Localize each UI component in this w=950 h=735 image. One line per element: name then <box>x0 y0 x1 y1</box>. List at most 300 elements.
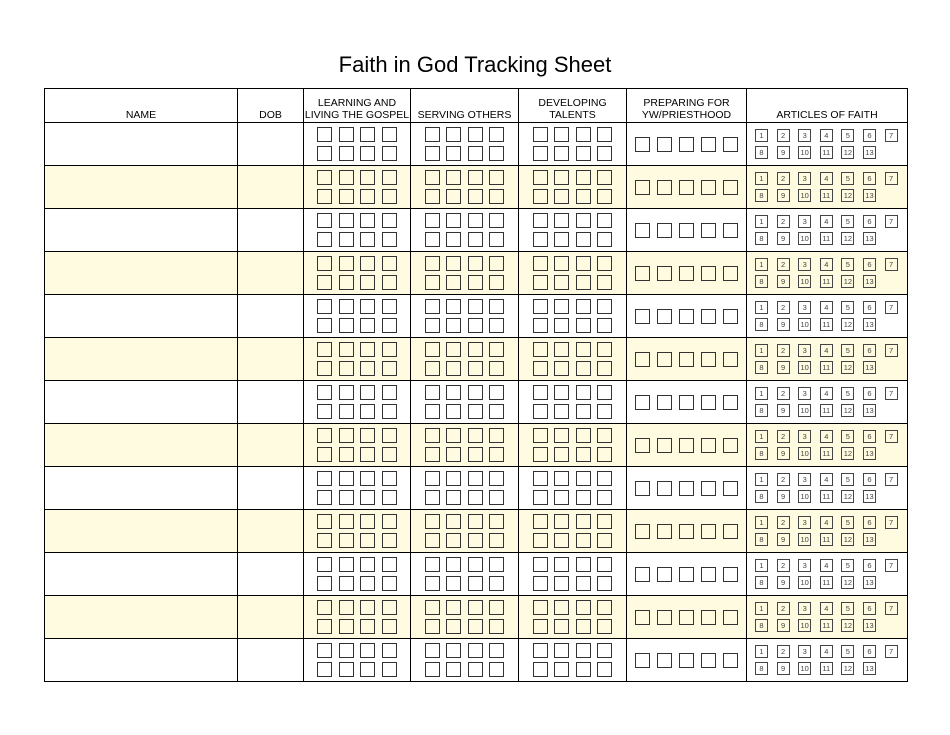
checkbox[interactable] <box>468 404 483 419</box>
checkbox[interactable] <box>597 342 612 357</box>
article-checkbox[interactable]: 1 <box>755 344 768 357</box>
checkbox[interactable] <box>382 318 397 333</box>
checkbox[interactable] <box>554 471 569 486</box>
article-checkbox[interactable]: 11 <box>820 318 833 331</box>
article-checkbox[interactable]: 1 <box>755 559 768 572</box>
checkbox[interactable] <box>597 127 612 142</box>
checkbox[interactable] <box>635 266 650 281</box>
article-checkbox[interactable]: 10 <box>798 361 811 374</box>
article-checkbox[interactable]: 5 <box>841 473 854 486</box>
article-checkbox[interactable]: 13 <box>863 404 876 417</box>
checkbox[interactable] <box>554 533 569 548</box>
article-checkbox[interactable]: 4 <box>820 473 833 486</box>
article-checkbox[interactable]: 3 <box>798 215 811 228</box>
article-checkbox[interactable]: 6 <box>863 129 876 142</box>
checkbox[interactable] <box>657 137 672 152</box>
checkbox[interactable] <box>317 342 332 357</box>
checkbox[interactable] <box>317 643 332 658</box>
checkbox[interactable] <box>489 385 504 400</box>
checkbox[interactable] <box>723 653 738 668</box>
article-checkbox[interactable]: 11 <box>820 619 833 632</box>
dob-cell[interactable] <box>238 295 304 338</box>
checkbox[interactable] <box>533 600 548 615</box>
checkbox[interactable] <box>576 557 591 572</box>
article-checkbox[interactable]: 10 <box>798 275 811 288</box>
checkbox[interactable] <box>317 318 332 333</box>
checkbox[interactable] <box>425 576 440 591</box>
checkbox[interactable] <box>446 299 461 314</box>
checkbox[interactable] <box>339 275 354 290</box>
article-checkbox[interactable]: 13 <box>863 662 876 675</box>
checkbox[interactable] <box>679 395 694 410</box>
checkbox[interactable] <box>446 490 461 505</box>
checkbox[interactable] <box>533 189 548 204</box>
checkbox[interactable] <box>489 232 504 247</box>
checkbox[interactable] <box>382 232 397 247</box>
checkbox[interactable] <box>425 189 440 204</box>
checkbox[interactable] <box>360 600 375 615</box>
checkbox[interactable] <box>576 447 591 462</box>
checkbox[interactable] <box>468 533 483 548</box>
checkbox[interactable] <box>382 533 397 548</box>
checkbox[interactable] <box>339 447 354 462</box>
article-checkbox[interactable]: 10 <box>798 232 811 245</box>
checkbox[interactable] <box>597 662 612 677</box>
dob-cell[interactable] <box>238 596 304 639</box>
checkbox[interactable] <box>360 576 375 591</box>
article-checkbox[interactable]: 12 <box>841 275 854 288</box>
article-checkbox[interactable]: 10 <box>798 619 811 632</box>
checkbox[interactable] <box>576 275 591 290</box>
article-checkbox[interactable]: 7 <box>885 559 898 572</box>
checkbox[interactable] <box>360 447 375 462</box>
article-checkbox[interactable]: 12 <box>841 576 854 589</box>
checkbox[interactable] <box>723 438 738 453</box>
article-checkbox[interactable]: 7 <box>885 387 898 400</box>
checkbox[interactable] <box>635 223 650 238</box>
article-checkbox[interactable]: 9 <box>777 275 790 288</box>
checkbox[interactable] <box>554 275 569 290</box>
dob-cell[interactable] <box>238 338 304 381</box>
checkbox[interactable] <box>339 490 354 505</box>
dob-cell[interactable] <box>238 252 304 295</box>
article-checkbox[interactable]: 8 <box>755 490 768 503</box>
checkbox[interactable] <box>317 170 332 185</box>
checkbox[interactable] <box>382 557 397 572</box>
checkbox[interactable] <box>597 447 612 462</box>
checkbox[interactable] <box>657 567 672 582</box>
checkbox[interactable] <box>339 576 354 591</box>
article-checkbox[interactable]: 9 <box>777 146 790 159</box>
article-checkbox[interactable]: 4 <box>820 258 833 271</box>
checkbox[interactable] <box>425 514 440 529</box>
checkbox[interactable] <box>489 557 504 572</box>
article-checkbox[interactable]: 7 <box>885 215 898 228</box>
checkbox[interactable] <box>360 275 375 290</box>
article-checkbox[interactable]: 9 <box>777 318 790 331</box>
checkbox[interactable] <box>576 514 591 529</box>
dob-cell[interactable] <box>238 123 304 166</box>
checkbox[interactable] <box>360 619 375 634</box>
checkbox[interactable] <box>489 490 504 505</box>
checkbox[interactable] <box>533 576 548 591</box>
checkbox[interactable] <box>576 256 591 271</box>
article-checkbox[interactable]: 8 <box>755 447 768 460</box>
checkbox[interactable] <box>468 557 483 572</box>
checkbox[interactable] <box>657 223 672 238</box>
checkbox[interactable] <box>489 361 504 376</box>
checkbox[interactable] <box>489 170 504 185</box>
checkbox[interactable] <box>446 619 461 634</box>
checkbox[interactable] <box>635 524 650 539</box>
article-checkbox[interactable]: 1 <box>755 301 768 314</box>
article-checkbox[interactable]: 9 <box>777 361 790 374</box>
checkbox[interactable] <box>723 352 738 367</box>
checkbox[interactable] <box>597 232 612 247</box>
name-cell[interactable] <box>45 166 238 209</box>
checkbox[interactable] <box>360 256 375 271</box>
checkbox[interactable] <box>317 471 332 486</box>
article-checkbox[interactable]: 3 <box>798 559 811 572</box>
checkbox[interactable] <box>468 213 483 228</box>
checkbox[interactable] <box>360 342 375 357</box>
article-checkbox[interactable]: 11 <box>820 533 833 546</box>
checkbox[interactable] <box>597 600 612 615</box>
checkbox[interactable] <box>360 146 375 161</box>
article-checkbox[interactable]: 12 <box>841 232 854 245</box>
checkbox[interactable] <box>446 557 461 572</box>
dob-cell[interactable] <box>238 381 304 424</box>
checkbox[interactable] <box>723 223 738 238</box>
checkbox[interactable] <box>339 170 354 185</box>
checkbox[interactable] <box>446 232 461 247</box>
checkbox[interactable] <box>339 385 354 400</box>
checkbox[interactable] <box>339 318 354 333</box>
checkbox[interactable] <box>554 189 569 204</box>
article-checkbox[interactable]: 1 <box>755 172 768 185</box>
article-checkbox[interactable]: 9 <box>777 232 790 245</box>
article-checkbox[interactable]: 5 <box>841 215 854 228</box>
checkbox[interactable] <box>317 557 332 572</box>
checkbox[interactable] <box>468 342 483 357</box>
checkbox[interactable] <box>533 232 548 247</box>
article-checkbox[interactable]: 3 <box>798 258 811 271</box>
article-checkbox[interactable]: 5 <box>841 602 854 615</box>
checkbox[interactable] <box>554 600 569 615</box>
checkbox[interactable] <box>679 567 694 582</box>
article-checkbox[interactable]: 2 <box>777 387 790 400</box>
checkbox[interactable] <box>597 514 612 529</box>
checkbox[interactable] <box>468 600 483 615</box>
article-checkbox[interactable]: 11 <box>820 275 833 288</box>
checkbox[interactable] <box>360 232 375 247</box>
checkbox[interactable] <box>533 299 548 314</box>
checkbox[interactable] <box>554 428 569 443</box>
checkbox[interactable] <box>489 342 504 357</box>
checkbox[interactable] <box>446 600 461 615</box>
checkbox[interactable] <box>468 662 483 677</box>
checkbox[interactable] <box>554 490 569 505</box>
checkbox[interactable] <box>554 256 569 271</box>
name-cell[interactable] <box>45 252 238 295</box>
checkbox[interactable] <box>425 557 440 572</box>
checkbox[interactable] <box>468 428 483 443</box>
checkbox[interactable] <box>317 619 332 634</box>
article-checkbox[interactable]: 13 <box>863 533 876 546</box>
checkbox[interactable] <box>339 404 354 419</box>
article-checkbox[interactable]: 13 <box>863 490 876 503</box>
checkbox[interactable] <box>554 232 569 247</box>
checkbox[interactable] <box>489 576 504 591</box>
checkbox[interactable] <box>425 299 440 314</box>
article-checkbox[interactable]: 4 <box>820 387 833 400</box>
checkbox[interactable] <box>446 189 461 204</box>
checkbox[interactable] <box>533 428 548 443</box>
article-checkbox[interactable]: 1 <box>755 129 768 142</box>
checkbox[interactable] <box>597 490 612 505</box>
checkbox[interactable] <box>382 213 397 228</box>
checkbox[interactable] <box>425 256 440 271</box>
checkbox[interactable] <box>446 318 461 333</box>
checkbox[interactable] <box>597 471 612 486</box>
checkbox[interactable] <box>317 576 332 591</box>
checkbox[interactable] <box>701 610 716 625</box>
checkbox[interactable] <box>554 170 569 185</box>
checkbox[interactable] <box>382 189 397 204</box>
article-checkbox[interactable]: 13 <box>863 619 876 632</box>
checkbox[interactable] <box>657 395 672 410</box>
checkbox[interactable] <box>382 299 397 314</box>
checkbox[interactable] <box>635 438 650 453</box>
article-checkbox[interactable]: 13 <box>863 275 876 288</box>
checkbox[interactable] <box>339 533 354 548</box>
checkbox[interactable] <box>468 189 483 204</box>
checkbox[interactable] <box>533 385 548 400</box>
checkbox[interactable] <box>382 428 397 443</box>
checkbox[interactable] <box>576 404 591 419</box>
checkbox[interactable] <box>723 137 738 152</box>
checkbox[interactable] <box>317 127 332 142</box>
checkbox[interactable] <box>425 643 440 658</box>
checkbox[interactable] <box>533 662 548 677</box>
checkbox[interactable] <box>317 447 332 462</box>
checkbox[interactable] <box>657 266 672 281</box>
checkbox[interactable] <box>360 514 375 529</box>
article-checkbox[interactable]: 4 <box>820 516 833 529</box>
checkbox[interactable] <box>382 471 397 486</box>
checkbox[interactable] <box>489 275 504 290</box>
checkbox[interactable] <box>360 557 375 572</box>
article-checkbox[interactable]: 2 <box>777 645 790 658</box>
checkbox[interactable] <box>339 256 354 271</box>
article-checkbox[interactable]: 4 <box>820 129 833 142</box>
article-checkbox[interactable]: 5 <box>841 301 854 314</box>
checkbox[interactable] <box>339 619 354 634</box>
checkbox[interactable] <box>446 385 461 400</box>
article-checkbox[interactable]: 7 <box>885 602 898 615</box>
article-checkbox[interactable]: 4 <box>820 344 833 357</box>
article-checkbox[interactable]: 3 <box>798 387 811 400</box>
checkbox[interactable] <box>701 266 716 281</box>
checkbox[interactable] <box>576 299 591 314</box>
checkbox[interactable] <box>360 404 375 419</box>
article-checkbox[interactable]: 12 <box>841 662 854 675</box>
checkbox[interactable] <box>339 213 354 228</box>
article-checkbox[interactable]: 6 <box>863 473 876 486</box>
checkbox[interactable] <box>317 662 332 677</box>
checkbox[interactable] <box>468 170 483 185</box>
checkbox[interactable] <box>339 557 354 572</box>
checkbox[interactable] <box>425 471 440 486</box>
checkbox[interactable] <box>446 127 461 142</box>
checkbox[interactable] <box>468 514 483 529</box>
checkbox[interactable] <box>317 213 332 228</box>
checkbox[interactable] <box>489 189 504 204</box>
checkbox[interactable] <box>576 576 591 591</box>
checkbox[interactable] <box>723 524 738 539</box>
checkbox[interactable] <box>468 619 483 634</box>
checkbox[interactable] <box>468 299 483 314</box>
article-checkbox[interactable]: 5 <box>841 344 854 357</box>
checkbox[interactable] <box>723 481 738 496</box>
article-checkbox[interactable]: 4 <box>820 645 833 658</box>
checkbox[interactable] <box>317 189 332 204</box>
checkbox[interactable] <box>533 404 548 419</box>
checkbox[interactable] <box>382 600 397 615</box>
article-checkbox[interactable]: 3 <box>798 602 811 615</box>
article-checkbox[interactable]: 7 <box>885 516 898 529</box>
checkbox[interactable] <box>382 404 397 419</box>
checkbox[interactable] <box>679 653 694 668</box>
checkbox[interactable] <box>533 146 548 161</box>
checkbox[interactable] <box>635 567 650 582</box>
article-checkbox[interactable]: 4 <box>820 559 833 572</box>
article-checkbox[interactable]: 12 <box>841 619 854 632</box>
checkbox[interactable] <box>317 146 332 161</box>
article-checkbox[interactable]: 1 <box>755 387 768 400</box>
dob-cell[interactable] <box>238 424 304 467</box>
article-checkbox[interactable]: 8 <box>755 619 768 632</box>
article-checkbox[interactable]: 2 <box>777 344 790 357</box>
checkbox[interactable] <box>533 557 548 572</box>
checkbox[interactable] <box>576 146 591 161</box>
checkbox[interactable] <box>657 653 672 668</box>
checkbox[interactable] <box>554 662 569 677</box>
article-checkbox[interactable]: 5 <box>841 559 854 572</box>
checkbox[interactable] <box>576 318 591 333</box>
checkbox[interactable] <box>360 318 375 333</box>
article-checkbox[interactable]: 6 <box>863 258 876 271</box>
checkbox[interactable] <box>679 309 694 324</box>
checkbox[interactable] <box>446 170 461 185</box>
checkbox[interactable] <box>360 428 375 443</box>
article-checkbox[interactable]: 3 <box>798 645 811 658</box>
checkbox[interactable] <box>468 361 483 376</box>
article-checkbox[interactable]: 1 <box>755 516 768 529</box>
checkbox[interactable] <box>382 256 397 271</box>
checkbox[interactable] <box>339 662 354 677</box>
article-checkbox[interactable]: 13 <box>863 232 876 245</box>
article-checkbox[interactable]: 2 <box>777 301 790 314</box>
checkbox[interactable] <box>360 189 375 204</box>
dob-cell[interactable] <box>238 166 304 209</box>
checkbox[interactable] <box>317 490 332 505</box>
checkbox[interactable] <box>489 318 504 333</box>
checkbox[interactable] <box>657 180 672 195</box>
checkbox[interactable] <box>382 576 397 591</box>
checkbox[interactable] <box>635 481 650 496</box>
checkbox[interactable] <box>382 662 397 677</box>
checkbox[interactable] <box>425 662 440 677</box>
article-checkbox[interactable]: 5 <box>841 129 854 142</box>
checkbox[interactable] <box>576 490 591 505</box>
article-checkbox[interactable]: 12 <box>841 533 854 546</box>
article-checkbox[interactable]: 7 <box>885 430 898 443</box>
article-checkbox[interactable]: 6 <box>863 387 876 400</box>
checkbox[interactable] <box>425 318 440 333</box>
checkbox[interactable] <box>701 438 716 453</box>
checkbox[interactable] <box>425 533 440 548</box>
checkbox[interactable] <box>360 361 375 376</box>
dob-cell[interactable] <box>238 209 304 252</box>
checkbox[interactable] <box>679 180 694 195</box>
article-checkbox[interactable]: 7 <box>885 645 898 658</box>
article-checkbox[interactable]: 7 <box>885 473 898 486</box>
checkbox[interactable] <box>382 643 397 658</box>
article-checkbox[interactable]: 13 <box>863 146 876 159</box>
checkbox[interactable] <box>382 170 397 185</box>
checkbox[interactable] <box>360 170 375 185</box>
checkbox[interactable] <box>425 385 440 400</box>
article-checkbox[interactable]: 10 <box>798 447 811 460</box>
article-checkbox[interactable]: 4 <box>820 301 833 314</box>
article-checkbox[interactable]: 2 <box>777 430 790 443</box>
checkbox[interactable] <box>339 127 354 142</box>
checkbox[interactable] <box>597 299 612 314</box>
checkbox[interactable] <box>425 275 440 290</box>
dob-cell[interactable] <box>238 510 304 553</box>
checkbox[interactable] <box>597 146 612 161</box>
checkbox[interactable] <box>701 137 716 152</box>
checkbox[interactable] <box>554 557 569 572</box>
checkbox[interactable] <box>339 299 354 314</box>
checkbox[interactable] <box>446 275 461 290</box>
checkbox[interactable] <box>425 404 440 419</box>
article-checkbox[interactable]: 7 <box>885 301 898 314</box>
checkbox[interactable] <box>701 395 716 410</box>
article-checkbox[interactable]: 1 <box>755 645 768 658</box>
checkbox[interactable] <box>446 256 461 271</box>
checkbox[interactable] <box>446 447 461 462</box>
checkbox[interactable] <box>446 361 461 376</box>
checkbox[interactable] <box>489 471 504 486</box>
article-checkbox[interactable]: 10 <box>798 662 811 675</box>
checkbox[interactable] <box>360 533 375 548</box>
checkbox[interactable] <box>701 567 716 582</box>
article-checkbox[interactable]: 4 <box>820 172 833 185</box>
article-checkbox[interactable]: 12 <box>841 447 854 460</box>
checkbox[interactable] <box>317 404 332 419</box>
article-checkbox[interactable]: 9 <box>777 447 790 460</box>
article-checkbox[interactable]: 9 <box>777 189 790 202</box>
article-checkbox[interactable]: 8 <box>755 275 768 288</box>
checkbox[interactable] <box>635 309 650 324</box>
checkbox[interactable] <box>360 490 375 505</box>
article-checkbox[interactable]: 3 <box>798 129 811 142</box>
checkbox[interactable] <box>576 662 591 677</box>
article-checkbox[interactable]: 6 <box>863 602 876 615</box>
article-checkbox[interactable]: 8 <box>755 146 768 159</box>
